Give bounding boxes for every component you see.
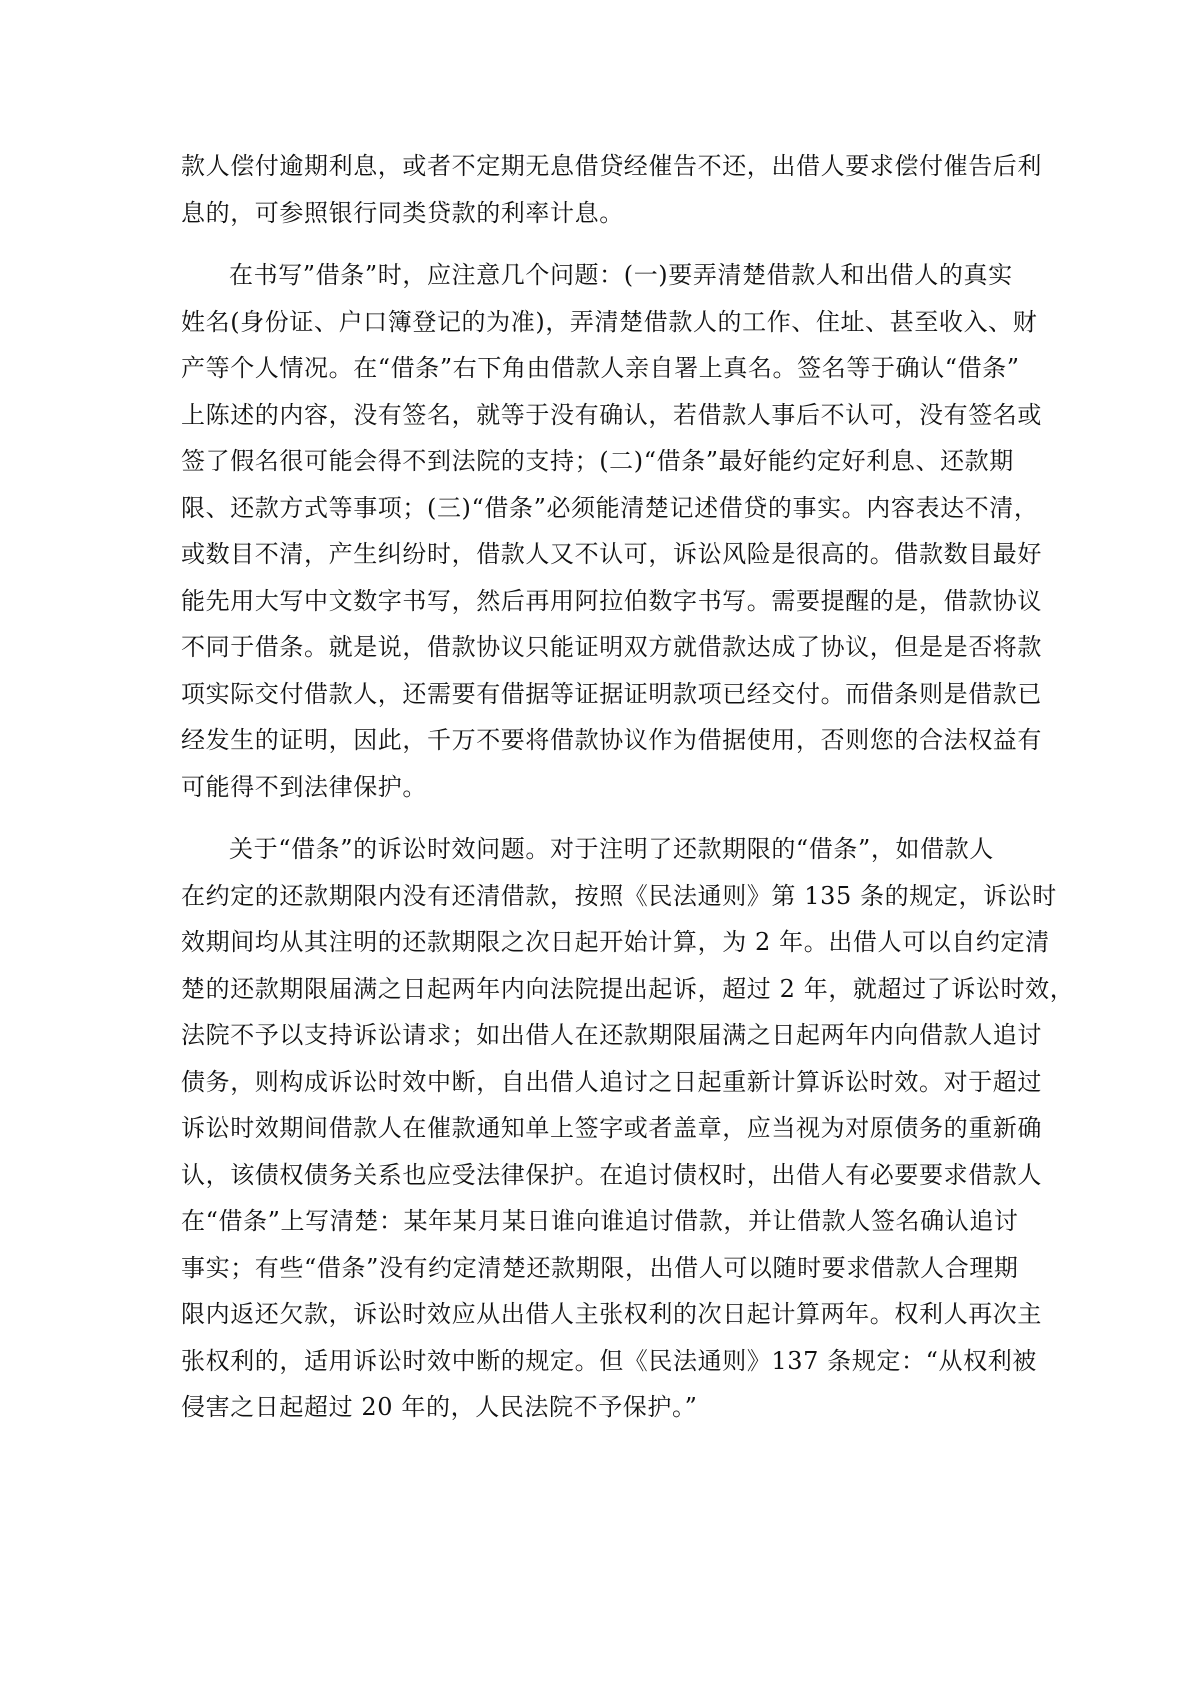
paragraph-2-line-9: 不同于借条。就是说，借款协议只能证明双方就借款达成了协议，但是是否将款: [181, 633, 1042, 661]
paragraph-3-line-7: 诉讼时效期间借款人在催款通知单上签字或者盖章，应当视为对原债务的重新确: [181, 1114, 1042, 1142]
paragraph-3-line-1: 关于“借条”的诉讼时效问题。对于注明了还款期限的“借条”，如借款人: [229, 835, 994, 863]
paragraph-2-line-3: 产等个人情况。在“借条”右下角由借款人亲自署上真名。签名等于确认“借条”: [181, 354, 1020, 382]
paragraph-2-line-12: 可能得不到法律保护。: [181, 773, 427, 801]
paragraph-2-line-2: 姓名(身份证、户口簿登记的为准)，弄清楚借款人的工作、住址、甚至收入、财: [181, 308, 1038, 336]
paragraph-2-line-11: 经发生的证明，因此，千万不要将借款协议作为借据使用，否则您的合法权益有: [181, 726, 1042, 754]
paragraph-3-line-5: 法院不予以支持诉讼请求；如出借人在还款期限届满之日起两年内向借款人追讨: [181, 1021, 1042, 1049]
paragraph-2-line-6: 限、还款方式等事项；(三)“借条”必须能清楚记述借贷的事实。内容表达不清，: [181, 494, 1039, 522]
paragraph-2-line-5: 签了假名很可能会得不到法院的支持；(二)“借条”最好能约定好利息、还款期: [181, 447, 1014, 475]
paragraph-2-line-8: 能先用大写中文数字书写，然后再用阿拉伯数字书写。需要提醒的是，借款协议: [181, 587, 1042, 615]
paragraph-3-line-2: 在约定的还款期限内没有还清借款，按照《民法通则》第 135 条的规定，诉讼时: [181, 882, 1057, 910]
paragraph-2-line-7: 或数目不清，产生纠纷时，借款人又不认可，诉讼风险是很高的。借款数目最好: [181, 540, 1042, 568]
paragraph-3-line-8: 认，该债权债务关系也应受法律保护。在追讨债权时，出借人有必要要求借款人: [181, 1161, 1042, 1189]
paragraph-2-line-1: 在书写”借条”时，应注意几个问题：(一)要弄清楚借款人和出借人的真实: [229, 261, 1013, 289]
paragraph-3-line-6: 债务，则构成诉讼时效中断，自出借人追讨之日起重新计算诉讼时效。对于超过: [181, 1068, 1042, 1096]
paragraph-3-line-13: 侵害之日起超过 20 年的，人民法院不予保护。”: [181, 1393, 698, 1421]
paragraph-3-line-4: 楚的还款期限届满之日起两年内向法院提出起诉，超过 2 年，就超过了诉讼时效，: [181, 975, 1075, 1003]
paragraph-3-line-10: 事实；有些“借条”没有约定清楚还款期限，出借人可以随时要求借款人合理期: [181, 1254, 1019, 1282]
paragraph-2-line-4: 上陈述的内容，没有签名，就等于没有确认，若借款人事后不认可，没有签名或: [181, 401, 1042, 429]
paragraph-1-line-2: 息的，可参照银行同类贷款的利率计息。: [181, 199, 624, 227]
paragraph-3-line-11: 限内返还欠款，诉讼时效应从出借人主张权利的次日起计算两年。权利人再次主: [181, 1300, 1042, 1328]
paragraph-1-line-1: 款人偿付逾期利息，或者不定期无息借贷经催告不还，出借人要求偿付催告后利: [181, 152, 1042, 180]
paragraph-3-line-12: 张权利的，适用诉讼时效中断的规定。但《民法通则》137 条规定：“从权利被: [181, 1347, 1037, 1375]
paragraph-2-line-10: 项实际交付借款人，还需要有借据等证据证明款项已经交付。而借条则是借款已: [181, 680, 1042, 708]
paragraph-3-line-3: 效期间均从其注明的还款期限之次日起开始计算，为 2 年。出借人可以自约定清: [181, 928, 1050, 956]
paragraph-3-line-9: 在“借条”上写清楚：某年某月某日谁向谁追讨借款，并让借款人签名确认追讨: [181, 1207, 1019, 1235]
